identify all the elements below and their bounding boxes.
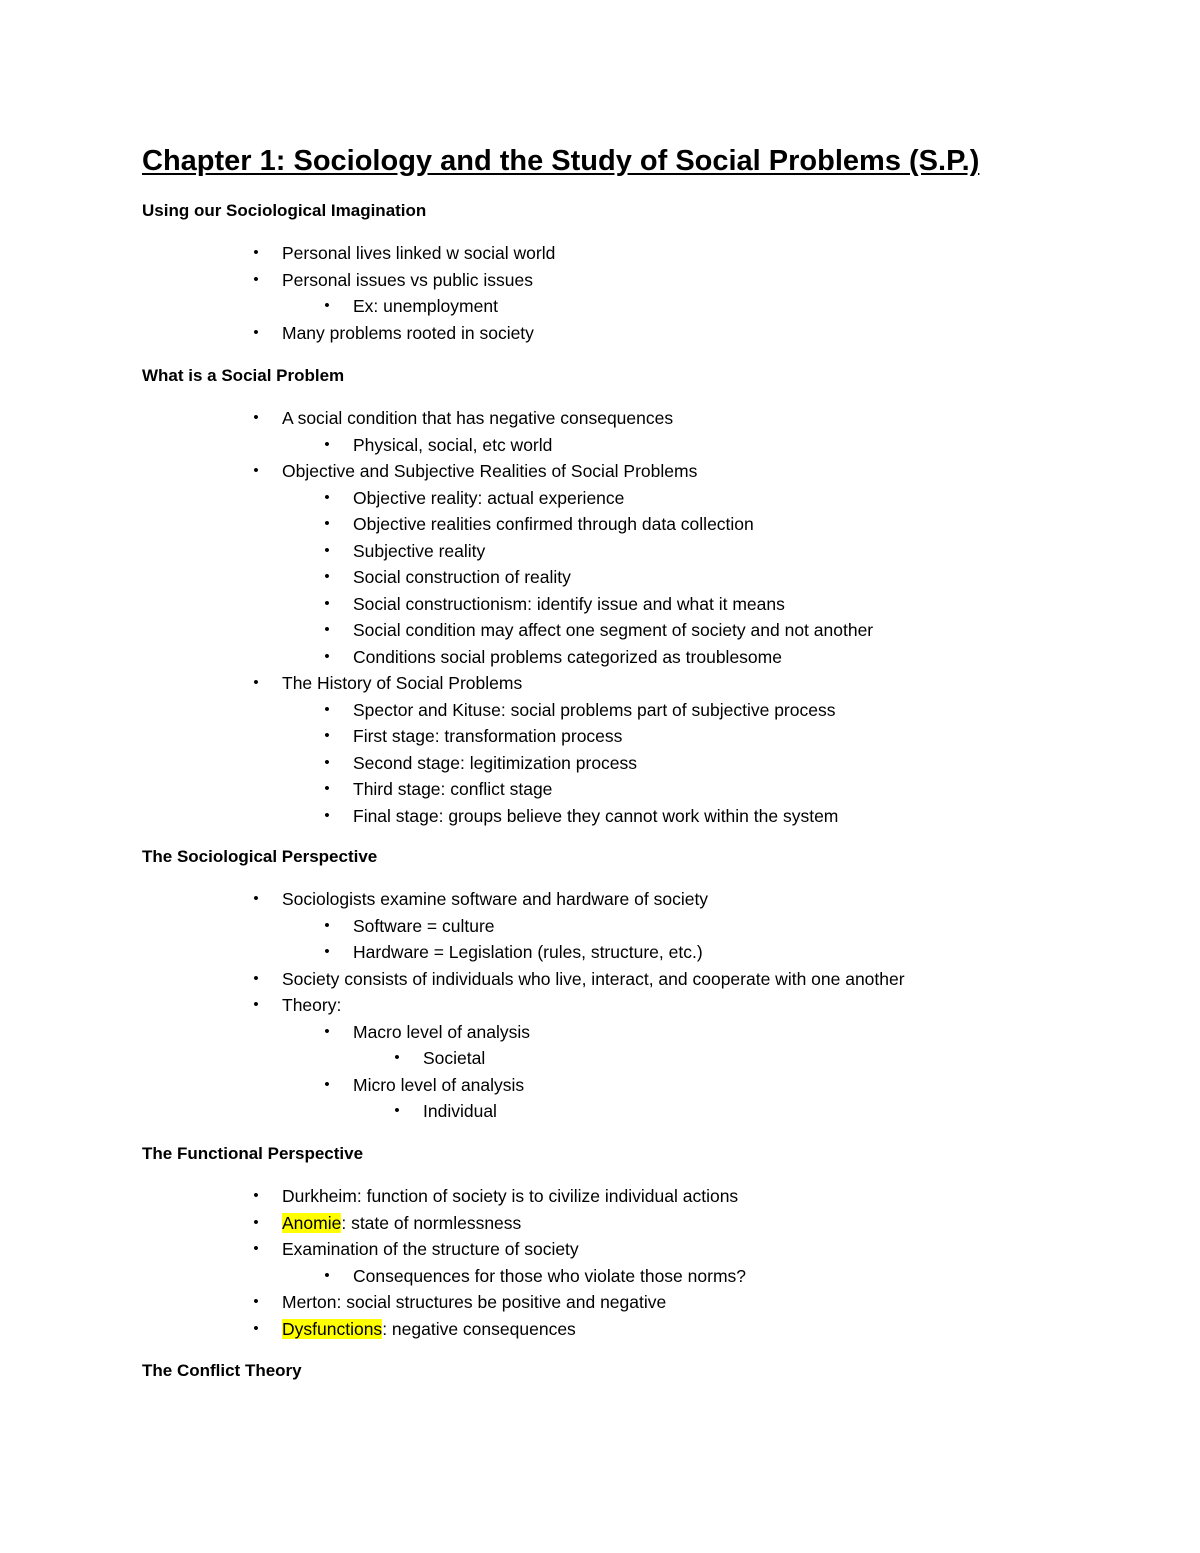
section-heading: What is a Social Problem bbox=[142, 366, 345, 385]
list-item bbox=[324, 593, 785, 615]
list-item bbox=[253, 1238, 579, 1260]
list-item-text: Sociologists examine software and hardware of society bbox=[282, 889, 709, 909]
list-item bbox=[324, 566, 571, 588]
bullet-icon: • bbox=[324, 435, 330, 453]
bullet-icon: • bbox=[324, 1266, 330, 1284]
list-item-text: Theory: bbox=[282, 995, 342, 1015]
list-item-text: Conditions social problems categorized as troublesome bbox=[353, 646, 782, 667]
bullet-icon: • bbox=[253, 996, 259, 1013]
bullet-icon: • bbox=[253, 1293, 259, 1310]
list-item-text: Macro level of analysis bbox=[353, 1021, 531, 1042]
list-item bbox=[253, 322, 534, 344]
bullet-icon: • bbox=[324, 916, 330, 934]
list-item bbox=[253, 672, 523, 694]
list-item bbox=[324, 1074, 525, 1096]
bullet-icon: • bbox=[253, 270, 259, 288]
list-item-text: The History of Social Problems bbox=[282, 673, 523, 693]
list-item-text: Society consists of individuals who live, interact, and cooperate with one another bbox=[282, 968, 905, 989]
list-item-text: Hardware = Legislation (rules, structure, etc.) bbox=[353, 942, 703, 962]
list-item bbox=[324, 915, 495, 937]
list-item bbox=[253, 407, 674, 429]
bullet-icon: • bbox=[253, 1240, 259, 1257]
bullet-icon: • bbox=[253, 409, 259, 426]
list-item-text: Physical, social, etc world bbox=[353, 434, 553, 455]
list-item-text: Examination of the structure of society bbox=[282, 1239, 579, 1259]
list-item-text: Ex: unemployment bbox=[353, 296, 498, 316]
bullet-icon: • bbox=[324, 515, 330, 532]
list-item-text: Objective and Subjective Realities of Social Problems bbox=[282, 461, 698, 481]
list-item-text: Third stage: conflict stage bbox=[353, 779, 553, 799]
list-item bbox=[253, 242, 556, 264]
list-item-text: Personal issues vs public issues bbox=[282, 269, 533, 290]
list-item-text: Societal bbox=[423, 1048, 486, 1068]
bullet-icon: • bbox=[253, 1319, 259, 1337]
section-heading: The Functional Perspective bbox=[142, 1144, 364, 1163]
bullet-icon: • bbox=[324, 1075, 330, 1093]
list-item bbox=[253, 269, 533, 291]
bullet-icon: • bbox=[324, 1022, 330, 1040]
list-item-text: Micro level of analysis bbox=[353, 1074, 525, 1095]
bullet-icon: • bbox=[324, 700, 330, 718]
list-item-text: First stage: transformation process bbox=[353, 726, 623, 746]
list-item bbox=[324, 941, 703, 963]
list-item bbox=[394, 1100, 497, 1122]
bullet-icon: • bbox=[324, 806, 330, 824]
list-item bbox=[324, 295, 498, 317]
list-item bbox=[324, 619, 874, 641]
bullet-icon: • bbox=[324, 621, 330, 638]
bullet-icon: • bbox=[253, 890, 259, 907]
list-item-text: Second stage: legitimization process bbox=[353, 752, 638, 773]
list-item bbox=[324, 434, 553, 456]
list-item bbox=[253, 1291, 667, 1313]
bullet-icon: • bbox=[324, 780, 330, 797]
list-item bbox=[253, 460, 698, 482]
bullet-icon: • bbox=[253, 323, 259, 341]
list-item bbox=[324, 778, 553, 800]
bullet-icon: • bbox=[324, 943, 330, 960]
list-item-text: Final stage: groups believe they cannot work within the system bbox=[353, 805, 839, 826]
bullet-icon: • bbox=[253, 1213, 259, 1231]
bullet-icon: • bbox=[324, 297, 330, 314]
list-item-text: Social constructionism: identify issue and what it means bbox=[353, 593, 785, 614]
bullet-icon: • bbox=[324, 727, 330, 744]
list-item-text: Spector and Kituse: social problems part of subjective process bbox=[353, 699, 836, 720]
bullet-icon: • bbox=[253, 969, 259, 987]
list-item-text: Objective realities confirmed through data collection bbox=[353, 514, 754, 534]
list-item-text: Merton: social structures be positive and negative bbox=[282, 1292, 667, 1312]
list-item bbox=[324, 725, 623, 747]
highlighted-term: Dysfunctions bbox=[282, 1318, 383, 1339]
list-item bbox=[253, 1185, 739, 1207]
list-item-text: Personal lives linked w social world bbox=[282, 243, 556, 263]
list-item bbox=[324, 487, 625, 509]
list-item-text: Software = culture bbox=[353, 915, 495, 936]
list-item-text: Consequences for those who violate those norms? bbox=[353, 1265, 747, 1286]
bullet-icon: • bbox=[253, 244, 259, 261]
bullet-icon: • bbox=[324, 541, 330, 559]
page-title: Chapter 1: Sociology and the Study of Social Problems (S.P.) bbox=[142, 145, 980, 177]
section-heading: The Sociological Perspective bbox=[142, 847, 378, 866]
list-item-text: : negative consequences bbox=[382, 1318, 576, 1339]
list-item bbox=[324, 513, 754, 535]
bullet-icon: • bbox=[394, 1102, 400, 1119]
bullet-icon: • bbox=[324, 594, 330, 612]
list-item bbox=[324, 699, 836, 721]
list-item-text: Social condition may affect one segment of society and not another bbox=[353, 620, 874, 640]
bullet-icon: • bbox=[324, 488, 330, 506]
list-item bbox=[324, 752, 638, 774]
bullet-icon: • bbox=[253, 462, 259, 479]
list-item-text: Durkheim: function of society is to civilize individual actions bbox=[282, 1186, 739, 1206]
list-item-text: : state of normlessness bbox=[341, 1212, 522, 1233]
bullet-icon: • bbox=[394, 1049, 400, 1066]
list-item bbox=[253, 1212, 522, 1234]
list-item bbox=[324, 1021, 531, 1043]
list-item bbox=[324, 1265, 747, 1287]
list-item bbox=[253, 1318, 576, 1340]
list-item bbox=[253, 994, 342, 1016]
bullet-icon: • bbox=[253, 1187, 259, 1204]
section-heading: Using our Sociological Imagination bbox=[142, 201, 427, 220]
list-item-text: Many problems rooted in society bbox=[282, 322, 534, 343]
list-item bbox=[324, 646, 782, 668]
list-item-text: Social construction of reality bbox=[353, 567, 571, 587]
bullet-icon: • bbox=[324, 647, 330, 665]
bullet-icon: • bbox=[324, 753, 330, 771]
list-item-text: Subjective reality bbox=[353, 540, 486, 561]
bullet-icon: • bbox=[253, 674, 259, 691]
highlighted-term: Anomie bbox=[282, 1212, 342, 1233]
list-item-text: A social condition that has negative consequences bbox=[282, 408, 674, 428]
list-item-text: Objective reality: actual experience bbox=[353, 487, 625, 508]
list-item bbox=[324, 805, 839, 827]
list-item bbox=[324, 540, 486, 562]
list-item bbox=[253, 888, 709, 910]
list-item bbox=[394, 1047, 486, 1069]
bullet-icon: • bbox=[324, 568, 330, 585]
section-heading: The Conflict Theory bbox=[142, 1361, 302, 1380]
list-item-text: Individual bbox=[423, 1101, 497, 1121]
list-item bbox=[253, 968, 905, 990]
